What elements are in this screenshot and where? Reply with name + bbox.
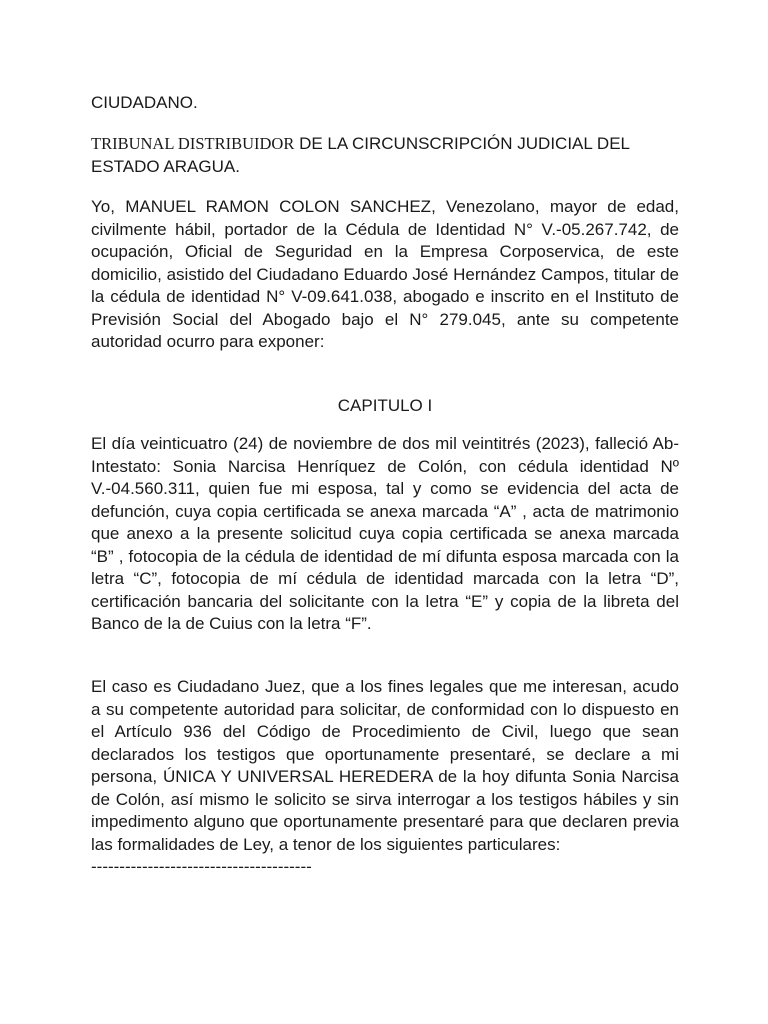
body-paragraph-2 [91,676,679,879]
body-paragraph-1: El día veinticuatro (24) de noviembre de dos mil veintitrés (2023), falleció Ab-Intestato: Sonia Narcisa Henríquez de Colón, con cédula identidad Nº V.-04.560.311, quien fue mi esposa, tal y como se evidencia del acta de defunción, cuya copia certificada se anexa marcada “A” , acta de matrimonio que anexo a la presente solicitud cuya copia certificada se anexa marcada “B” , fotocopia de la cédula de identidad de mí difunta esposa marcada con la letra “C”, fotocopia de mí cédula de identidad marcada con la letra “D”, certificación bancaria del solicitante con la letra “E” y copia de la libreta del Banco de la de Cuius con la letra “F”. [91,434,679,633]
intro-paragraph: Yo, MANUEL RAMON COLON SANCHEZ, Venezolano, mayor de edad, civilmente hábil, portador de la Cédula de Identidad N° V.-05.267.742, de ocupación, Oficial de Seguridad en la Empresa Corposervica, de este domicilio, asistido del Ciudadano Eduardo José Hernández Campos, titular de la cédula de identidad N° V-09.641.038, abogado e inscrito en el Instituto de Previsión Social del Abogado bajo el N° 279.045, ante su competente autoridad ocurro para exponer: [91,197,679,351]
greeting: CIUDADANO. [91,93,198,112]
addressee-tribunal: TRIBUNAL DISTRIBUIDOR [91,134,295,153]
body-paragraph-2-text: El caso es Ciudadano Juez, que a los fines legales que me interesan, acudo a su competente autoridad para solicitar, de conformidad con lo dispuesto en el Artículo 936 del Código de Procedimiento de Civil, luego que sean declarados los testigos que oportunamente presentaré, se declare a mi persona, ÚNICA Y UNIVERSAL HEREDERA de la hoy difunta Sonia Narcisa de Colón, así mismo le solicito se sirva interrogar a los testigos hábiles y sin impedimento alguno que oportunamente presentaré para que declaren previa las formalidades de Ley, a tenor de los siguientes particulares: [91,677,679,854]
separator-dashes: --------------------------------------- [91,857,312,876]
chapter-heading: CAPITULO I [337,396,433,415]
addressee [91,133,679,178]
addressee-rest: DE LA CIRCUNSCRIPCIÓN JUDICIAL DEL ESTADO ARAGUA. [91,134,630,176]
